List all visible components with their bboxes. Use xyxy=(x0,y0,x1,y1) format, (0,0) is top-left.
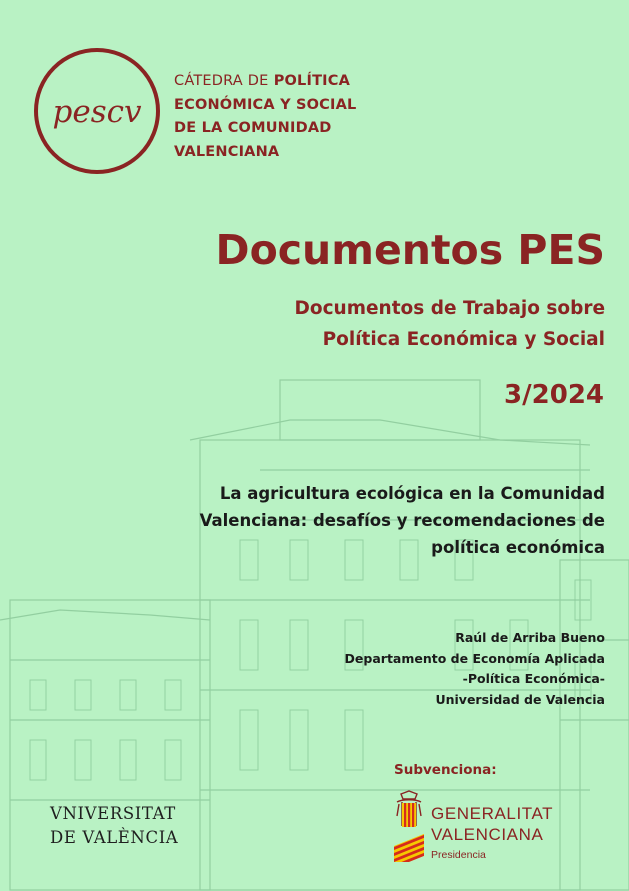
author-division: -Política Económica- xyxy=(462,671,605,686)
sponsor-label: Subvenciona: xyxy=(394,762,497,778)
chair-name-line2: ECONÓMICA Y SOCIAL xyxy=(174,96,357,113)
author-department: Departamento de Economía Aplicada xyxy=(344,650,605,666)
universitat-de-valencia-logo xyxy=(50,802,178,850)
generalitat-emblem-icon xyxy=(392,790,426,862)
generalitat-logo-text xyxy=(431,803,553,863)
gva-department: Presidencia xyxy=(431,849,486,861)
author-name: Raúl de Arriba Bueno xyxy=(455,630,605,645)
chair-name-line3: DE LA COMUNIDAD xyxy=(174,120,332,136)
uv-logo-line1: VNIVERSITAT xyxy=(50,804,176,823)
gva-line1: GENERALITAT xyxy=(431,804,554,823)
gva-line2: VALENCIANA xyxy=(431,825,544,844)
chair-name xyxy=(174,70,434,164)
pescv-logo-icon xyxy=(32,46,162,176)
logo-mark-text: pescv xyxy=(52,94,142,130)
series-subtitle xyxy=(295,293,605,355)
uv-logo-line2: DE VALÈNCIA xyxy=(50,828,179,847)
paper-title-line2: Valenciana: desafíos y recomendaciones de xyxy=(199,511,605,530)
paper-title-line3: política económica xyxy=(431,538,605,557)
chair-name-line4: VALENCIANA xyxy=(174,143,280,160)
paper-title-line1: La agricultura ecológica en la Comunidad xyxy=(219,484,605,503)
chair-name-bold: POLÍTICA xyxy=(273,73,351,89)
author-block xyxy=(345,628,605,710)
series-subtitle-line1: Documentos de Trabajo sobre xyxy=(294,298,605,319)
issue-number: 3/2024 xyxy=(504,380,604,410)
series-subtitle-line2: Política Económica y Social xyxy=(322,329,605,350)
chair-name-prefix: CÁTEDRA DE xyxy=(174,73,269,89)
series-title: Documentos PES xyxy=(215,226,605,274)
paper-title xyxy=(145,480,605,561)
author-university: Universidad de Valencia xyxy=(435,691,605,707)
